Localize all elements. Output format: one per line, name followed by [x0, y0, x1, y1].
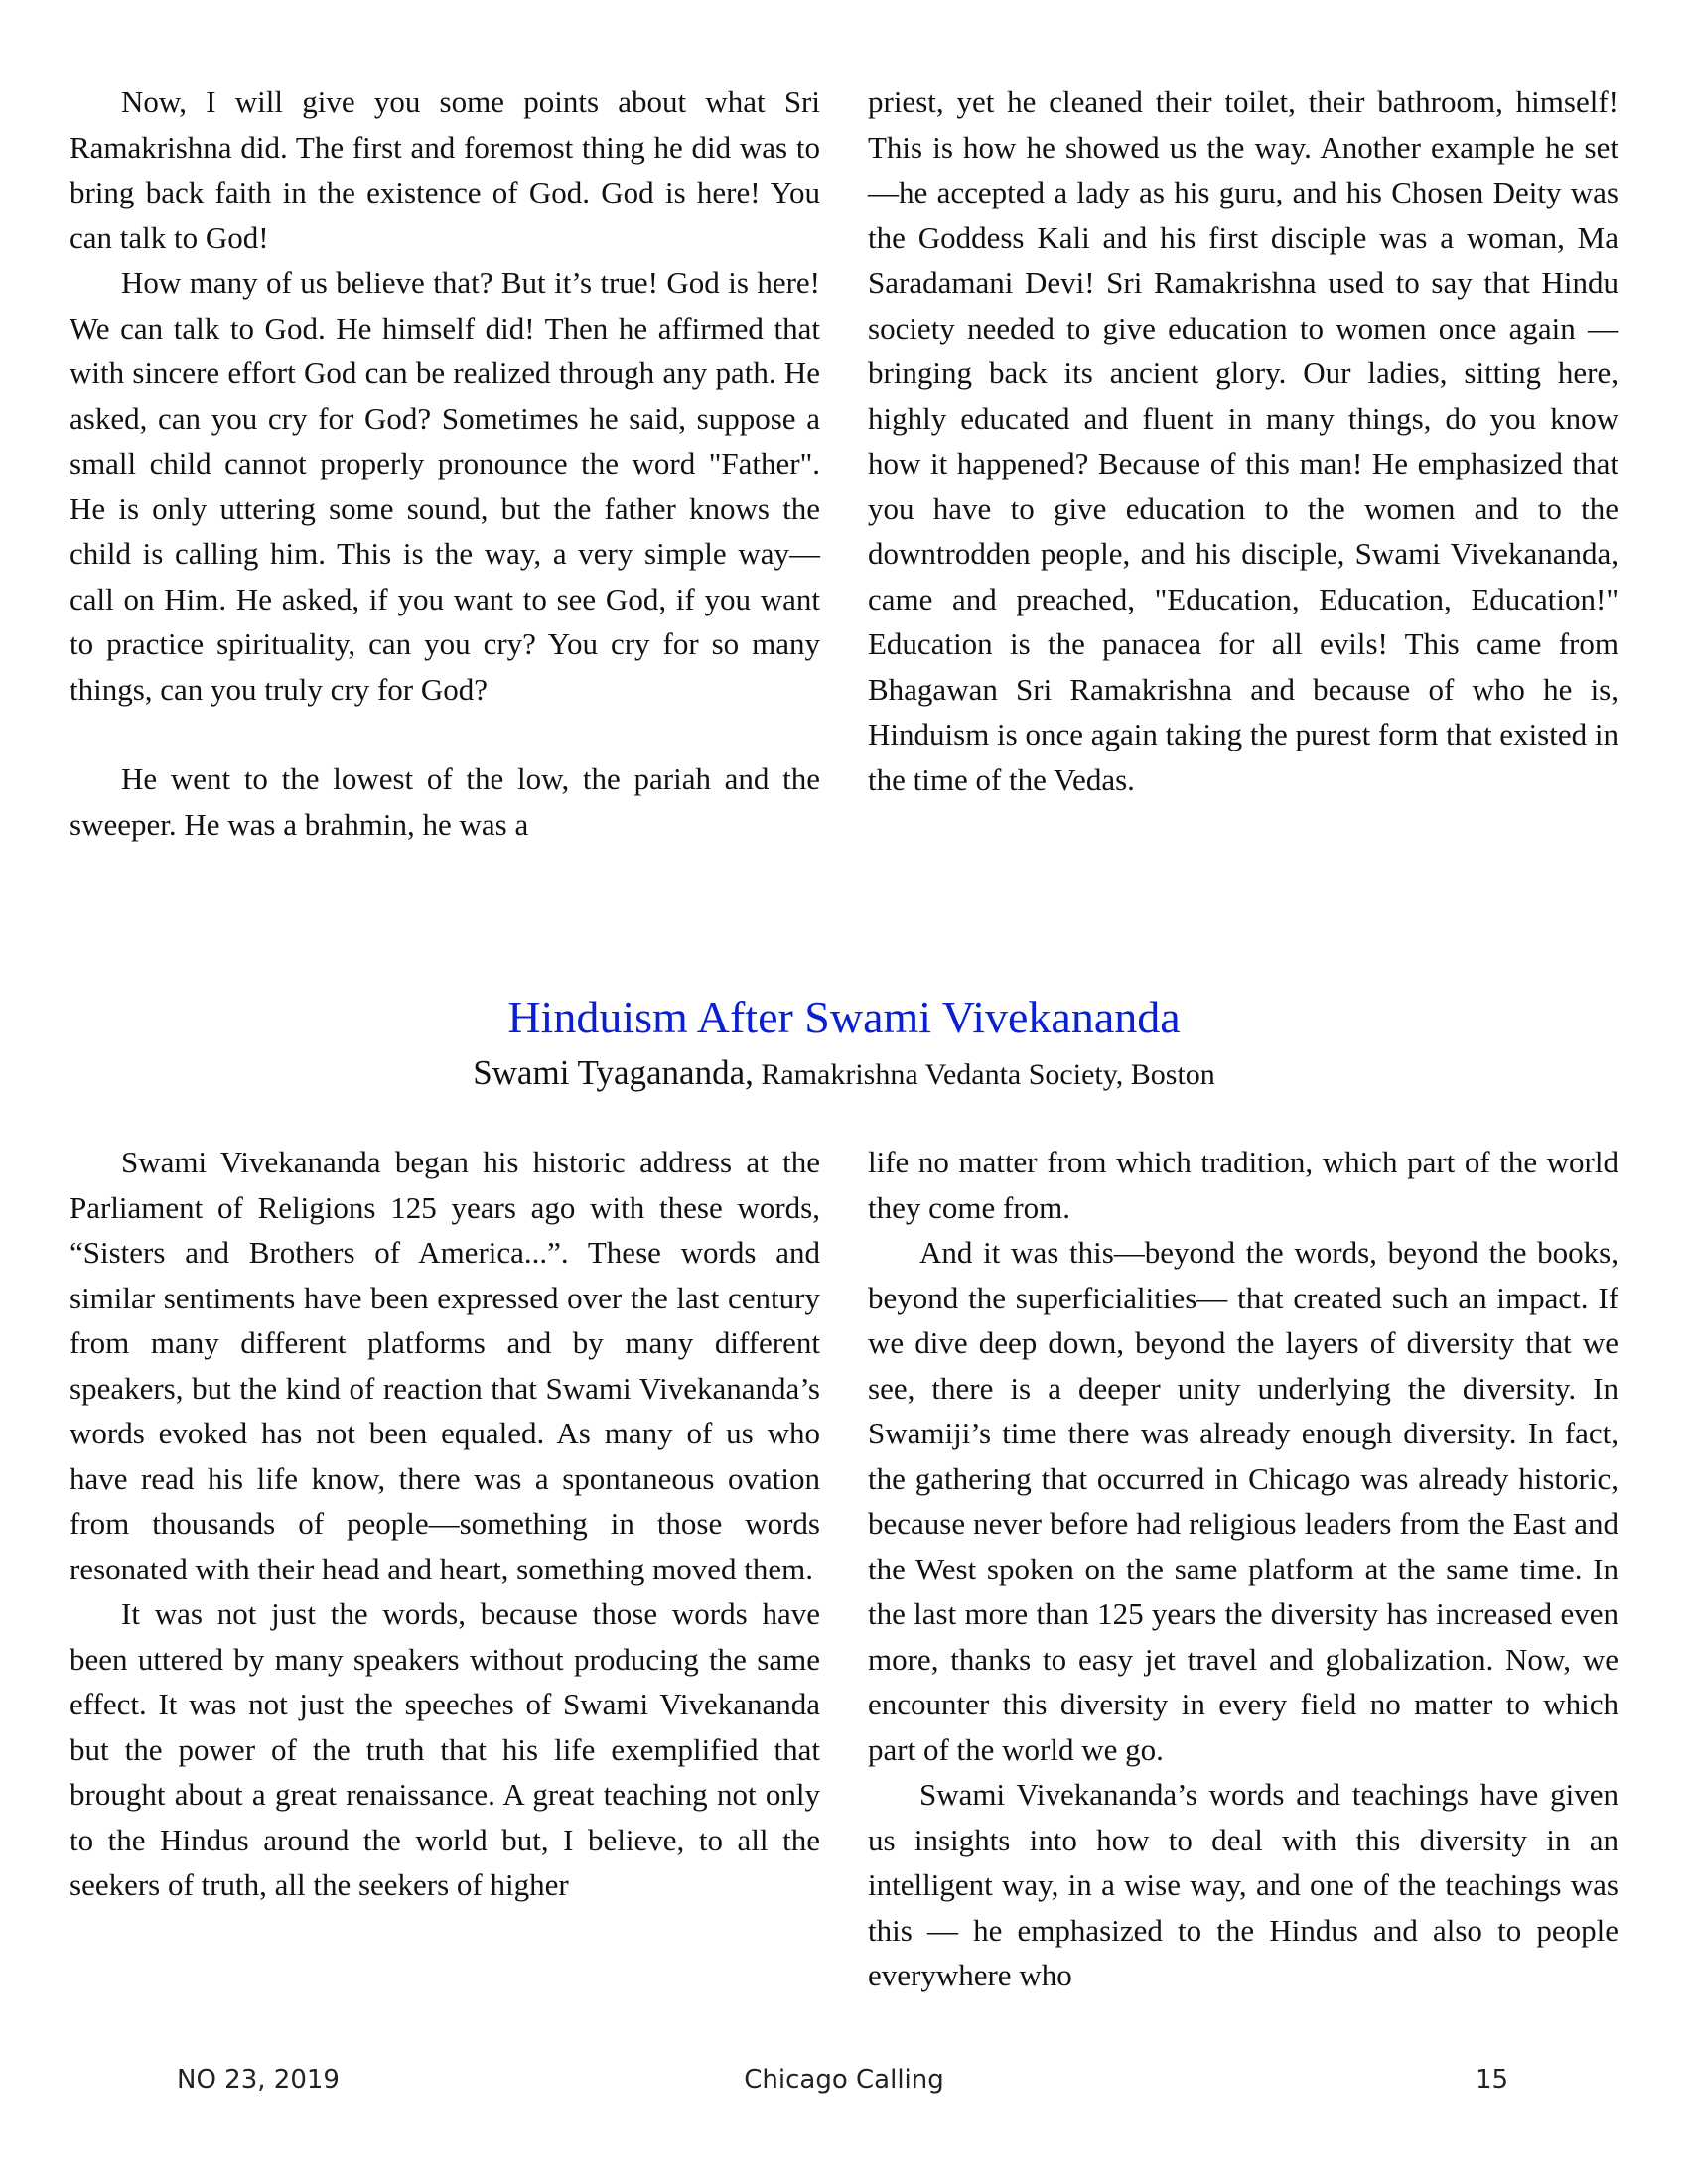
- author-name: Swami Tyagananda,: [473, 1053, 754, 1092]
- article-column-right: [868, 1140, 1618, 1998]
- paragraph: He went to the lowest of the low, the pariah and the sweeper. He was a brahmin, he was a: [70, 761, 820, 842]
- article-title: Hinduism After Swami Vivekananda: [507, 992, 1181, 1042]
- paragraph: Now, I will give you some points about what Sri Ramakrishna did. The first and foremost thing he did was to bring back faith in the existence of God. God is here! You can talk to God!: [70, 84, 820, 255]
- paragraph: It was not just the words, because those words have been uttered by many speakers without producing the same effect. It was not just the speeches of Swami Vivekananda but the power of the truth that his life exemplified that brought about a great renaissance. A great teaching not only to the Hindus around the world but, I believe, to all the seekers of truth, all the seekers of higher: [70, 1596, 820, 1902]
- footer-publication: Chicago Calling: [744, 2065, 944, 2095]
- paragraph: Swami Vivekananda began his historic address at the Parliament of Religions 125 years ago with these words, “Sisters and Brothers of America...”. These words and similar sentiments have been expressed over the last century from many different platforms and by many different speakers, but the kind of reaction that Swami Vivekananda’s words evoked has not been equaled. As many of us who have read his life know, there was a spontaneous ovation from thousands of people—something in those words resonated with their head and heart, something moved them.: [70, 1145, 820, 1586]
- paragraph: How many of us believe that? But it’s true! God is here! We can talk to God. He himself did! Then he affirmed that with sincere effort God can be realized through any path. He asked, can you cry for God? Sometimes he said, suppose a small child cannot properly pronounce the word "Father". He is only uttering some sound, but the father knows the child is calling him. This is the way, a very simple way—call on Him. He asked, if you want to see God, if you want to practice spirituality, can you cry? You cry for so many things, can you truly cry for God?: [70, 265, 820, 707]
- paragraph: life no matter from which tradition, which part of the world they come from.: [868, 1145, 1618, 1225]
- byline: [0, 1051, 1688, 1097]
- paragraph: And it was this—beyond the words, beyond the books, beyond the superficialities— that created such an impact. If we dive deep down, beyond the layers of diversity that we see, there is a deeper unity underlying the diversity. In Swamiji’s time there was already enough diversity. In fact, the gathering that occurred in Chicago was already historic, because never before had religious leaders from the East and the West spoken on the same platform at the same time. In the last more than 125 years the diversity has increased even more, thanks to easy jet travel and globalization. Now, we encounter this diversity in every field no matter to which part of the world we go.: [868, 1235, 1618, 1767]
- paragraph: Swami Vivekananda’s words and teachings have given us insights into how to deal with this diversity in an intelligent way, in a wise way, and one of the teachings was this — he emphasized to the Hindus and also to people everywhere who: [868, 1777, 1618, 1992]
- prev-article-column-left: [70, 79, 820, 847]
- author-affiliation: Ramakrishna Vedanta Society, Boston: [761, 1058, 1215, 1091]
- paragraph: priest, yet he cleaned their toilet, their bathroom, himself! This is how he showed us the way. Another example he set—he accepted a lady as his guru, and his Chosen Deity was the Goddess Kali and his first disciple was a woman, Ma Saradamani Devi! Sri Ramakrishna used to say that Hindu society needed to give education to women once again — bringing back its ancient glory. Our ladies, sitting here, highly educated and fluent in many things, do you know how it happened? Because of this man! He emphasized that you have to give education to the women and to the downtrodden people, and his disciple, Swami Vivekananda, came and preached, "Education, Education, Education!" Education is the panacea for all evils! This came from Bhagawan Sri Ramakrishna and because of who he is, Hinduism is once again taking the purest form that existed in the time of the Vedas.: [868, 84, 1618, 797]
- article-column-left: [70, 1140, 820, 1908]
- footer-page-number: 15: [1476, 2065, 1509, 2095]
- prev-article-column-right: [868, 79, 1618, 802]
- footer-date: NO 23, 2019: [177, 2065, 340, 2095]
